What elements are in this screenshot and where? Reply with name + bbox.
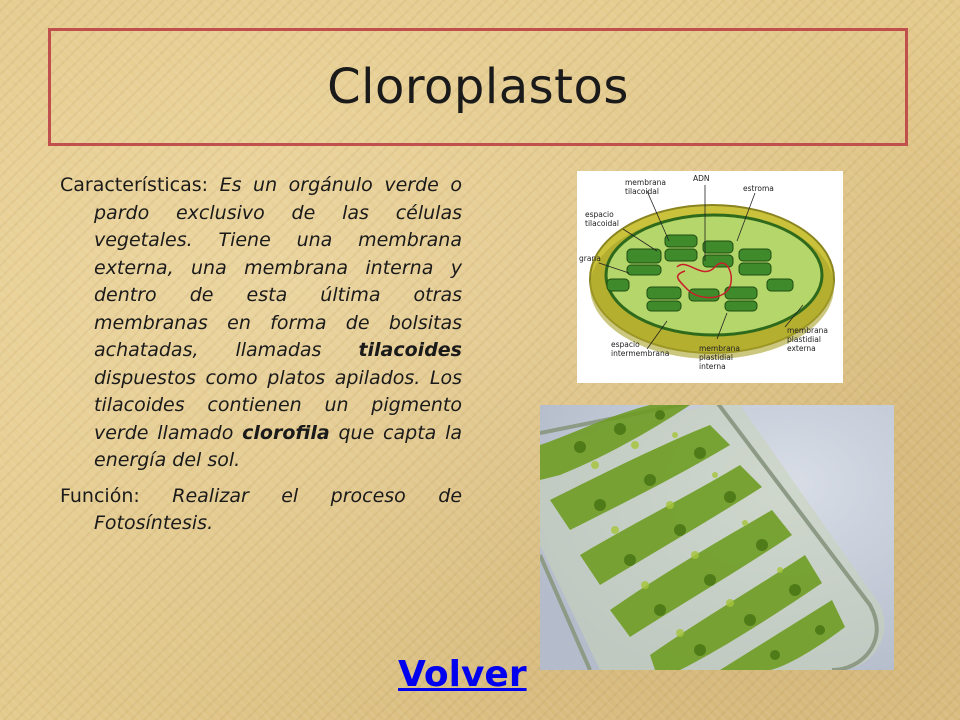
label-espacio-tilacoidal-2: tilacoidal: [585, 219, 619, 228]
label-mem-externa-3: externa: [787, 344, 816, 353]
term-tilacoides: tilacoides: [358, 339, 462, 361]
funcion-label: Función:: [60, 484, 140, 507]
algae-cell-illustration: [540, 405, 894, 670]
funcion-paragraph: [60, 483, 462, 538]
label-mem-interna-2: plastidial: [699, 353, 733, 362]
caracteristicas-label: Características:: [60, 174, 209, 196]
label-membrana-tilacoidal-1: membrana: [625, 178, 667, 187]
label-espacio-tilacoidal-1: espacio: [585, 210, 614, 219]
label-grana: grana: [579, 254, 601, 263]
label-espacio-inter-1: espacio: [611, 340, 640, 349]
label-mem-externa-2: plastidial: [787, 335, 821, 344]
label-adn: ADN: [693, 174, 710, 183]
microscope-photo: [540, 405, 894, 670]
funcion-text: Realizar el proceso de Fotosíntesis.: [94, 484, 463, 534]
label-mem-interna-3: interna: [699, 362, 726, 371]
label-estroma: estroma: [743, 184, 774, 193]
chloroplast-diagram: [577, 171, 843, 383]
label-espacio-inter-2: intermembrana: [611, 349, 670, 358]
slide-title: Cloroplastos: [327, 59, 629, 115]
caracteristicas-text-2: dispuestos como platos apilados. Los tilacoides contienen un pigmento verde llamado: [94, 366, 462, 444]
label-mem-interna-1: membrana: [699, 344, 741, 353]
caracteristicas-text-1: Es un orgánulo verde o pardo exclusivo de las células vegetales. Tiene una membrana externa, una membrana interna y dentro de esta última otras membranas en forma de bolsitas achatadas, llamadas: [94, 174, 462, 361]
label-membrana-tilacoidal-2: tilacoidal: [625, 187, 659, 196]
volver-link[interactable]: Volver: [398, 654, 527, 695]
title-box: [48, 28, 908, 146]
chloroplast-diagram-svg: [577, 171, 843, 383]
body-text: [60, 172, 462, 546]
caracteristicas-text-3: que capta la energía del sol.: [94, 421, 462, 471]
term-clorofila: clorofila: [242, 421, 330, 444]
caracteristicas-paragraph: [60, 172, 462, 475]
label-mem-externa-1: membrana: [787, 326, 829, 335]
